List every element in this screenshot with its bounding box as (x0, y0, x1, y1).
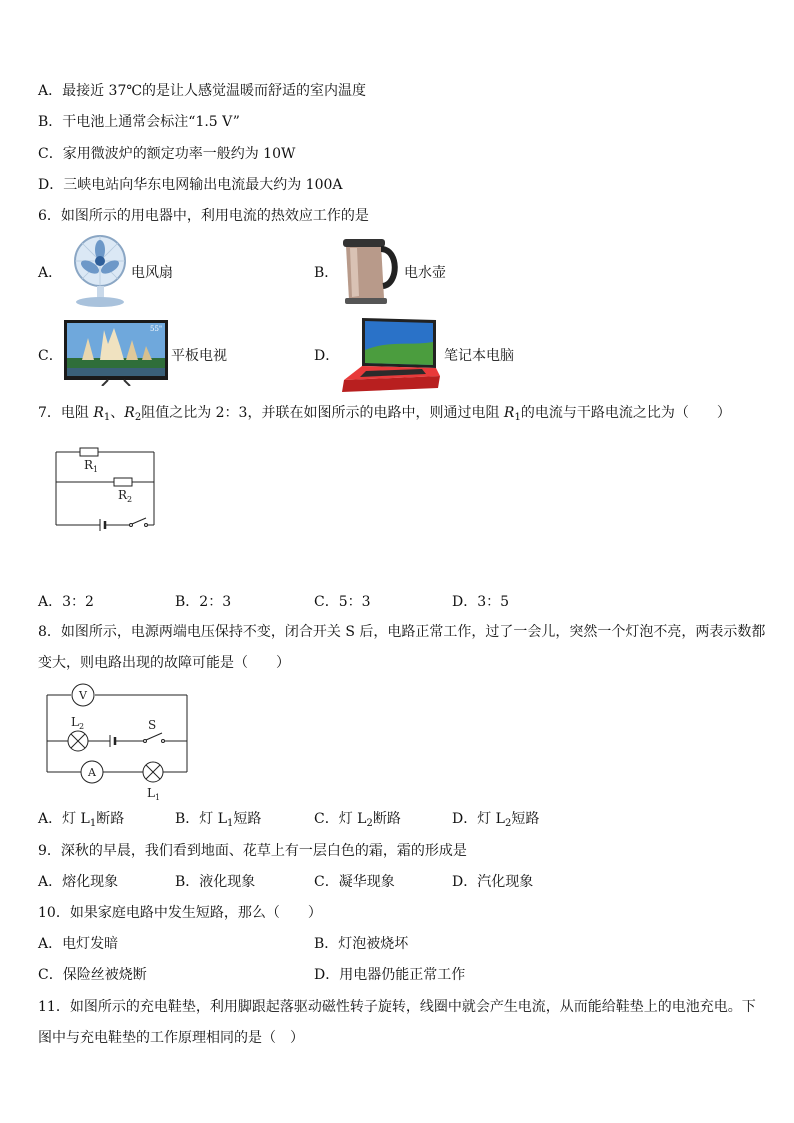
switch-label: S (148, 718, 157, 732)
q8-stem-line2: 变大，则电路出现的故障可能是（ ） (38, 655, 290, 671)
q8-circuit-diagram (40, 683, 195, 803)
r1-label: R (84, 458, 94, 472)
q9-option-a: A．熔化现象 (38, 874, 119, 890)
q7-stem: 7．电阻 $R_1$、$R_2$阻值之比为 2：3，并联在如图所示的电路中，则通过电阻 $R_1$的电流与干路电流之比为（ ） (38, 405, 731, 423)
laptop-image (340, 316, 442, 394)
q6-option-a-letter: A． (38, 265, 63, 281)
q7-option-d: D．3：5 (452, 594, 510, 610)
q6-option-c-letter: C． (38, 348, 63, 364)
q8-option-d: D．灯 $L_2$短路 (452, 811, 540, 829)
q7-option-b: B．2：3 (175, 594, 232, 610)
q10-option-b: B．灯泡被烧坏 (314, 936, 409, 952)
q6-option-c-label: 平板电视 (171, 348, 227, 364)
q8-option-c: C．灯 $L_2$断路 (314, 811, 401, 829)
voltmeter-label: V (79, 689, 87, 702)
q6-stem: 6．如图所示的用电器中，利用电流的热效应工作的是 (38, 208, 369, 224)
l2-subscript: 2 (79, 722, 85, 731)
q5-option-c: C．家用微波炉的额定功率一般约为 10W (38, 146, 296, 162)
r2-subscript: 2 (127, 495, 133, 504)
q8-option-a: A．灯 $L_1$断路 (38, 811, 125, 829)
electric-kettle-image (337, 236, 403, 306)
q5-option-a: A．最接近 37℃的是让人感觉温暖而舒适的室内温度 (38, 83, 367, 99)
tv-size-badge: 55" (150, 325, 163, 333)
q7-circuit-diagram (50, 443, 160, 533)
q8-stem-line1: 8．如图所示，电源两端电压保持不变，闭合开关 S 后，电路正常工作，过了一会儿，突然一个灯泡不亮，两表示数都 (38, 624, 766, 640)
q6-option-b-letter: B． (314, 265, 339, 281)
q6-option-d-letter: D． (314, 348, 340, 364)
electric-fan-image (64, 234, 128, 308)
l1-label: L (147, 786, 155, 800)
q10-option-c: C．保险丝被烧断 (38, 967, 147, 983)
q5-option-b: B．干电池上通常会标注“1.5 V” (38, 114, 240, 130)
q10-option-d: D．用电器仍能正常工作 (314, 967, 466, 983)
q9-stem: 9．深秋的早晨，我们看到地面、花草上有一层白色的霜，霜的形成是 (38, 843, 467, 859)
q10-stem: 10．如果家庭电路中发生短路，那么（ ） (38, 905, 322, 921)
q7-option-c: C．5：3 (314, 594, 371, 610)
l2-label: L (71, 715, 79, 729)
q8-option-b: B．灯 $L_1$短路 (175, 811, 262, 829)
q11-stem-line2: 图中与充电鞋垫的工作原理相同的是（ ） (38, 1030, 304, 1046)
r2-label: R (118, 488, 128, 502)
q9-option-c: C．凝华现象 (314, 874, 395, 890)
l1-subscript: 1 (155, 793, 161, 802)
q9-option-d: D．汽化现象 (452, 874, 534, 890)
q6-option-b-label: 电水壶 (404, 265, 446, 281)
q6-option-a-label: 电风扇 (131, 265, 173, 281)
ammeter-label: A (88, 766, 96, 779)
r1-subscript: 1 (93, 465, 99, 474)
q9-option-b: B．液化现象 (175, 874, 256, 890)
flat-tv-image (64, 320, 168, 386)
q11-stem-line1: 11．如图所示的充电鞋垫，利用脚跟起落驱动磁性转子旋转，线圈中就会产生电流，从而能给鞋垫上的电池充电。下 (38, 999, 756, 1015)
q6-option-d-label: 笔记本电脑 (444, 348, 514, 364)
q7-option-a: A．3：2 (38, 594, 94, 610)
q10-option-a: A．电灯发暗 (38, 936, 119, 952)
q5-option-d: D．三峡电站向华东电网输出电流最大约为 100A (38, 177, 343, 193)
